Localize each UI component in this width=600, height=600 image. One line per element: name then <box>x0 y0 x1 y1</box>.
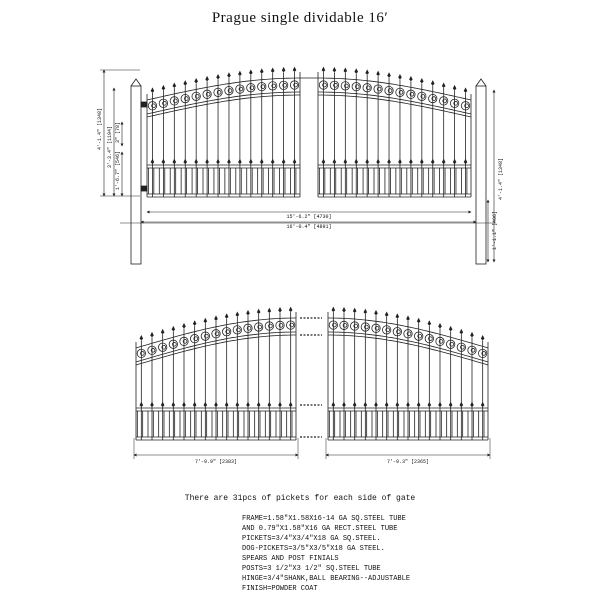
spear-finial-icon <box>470 332 474 337</box>
spear-finial-icon <box>214 315 218 320</box>
spear-finial-icon <box>332 402 336 407</box>
spear-finial-icon <box>246 402 250 407</box>
spear-finial-icon <box>449 402 453 407</box>
spear-finial-icon <box>238 159 242 164</box>
spear-finial-icon <box>161 402 165 407</box>
spear-finial-icon <box>354 159 358 164</box>
dim-left-panel: 7'-9.9" [2383] <box>194 459 238 465</box>
spear-finial-icon <box>385 311 389 316</box>
spec-line: POSTS=3 1/2"X3 1/2" SQ.STEEL TUBE <box>242 565 381 573</box>
spear-finial-icon <box>238 71 242 76</box>
spear-finial-icon <box>354 68 358 73</box>
spear-finial-icon <box>268 402 272 407</box>
spear-finial-icon <box>246 310 250 315</box>
spear-finial-icon <box>406 402 410 407</box>
spear-finial-icon <box>205 76 209 81</box>
spear-finial-icon <box>162 159 166 164</box>
spear-finial-icon <box>333 159 337 164</box>
spear-finial-icon <box>396 402 400 407</box>
spear-finial-icon <box>282 67 286 72</box>
spear-finial-icon <box>260 159 264 164</box>
spear-finial-icon <box>481 335 485 340</box>
spear-finial-icon <box>398 159 402 164</box>
spear-finial-icon <box>194 159 198 164</box>
spear-finial-icon <box>193 402 197 407</box>
spear-finial-icon <box>365 69 369 74</box>
spear-finial-icon <box>353 308 357 313</box>
spear-finial-icon <box>150 402 154 407</box>
spear-finial-icon <box>257 309 261 314</box>
spear-finial-icon <box>428 320 432 325</box>
spear-finial-icon <box>193 320 197 325</box>
spear-finial-icon <box>173 159 177 164</box>
spear-finial-icon <box>387 159 391 164</box>
spear-finial-icon <box>431 159 435 164</box>
spear-finial-icon <box>344 159 348 164</box>
spear-finial-icon <box>438 323 442 328</box>
spear-finial-icon <box>396 313 400 318</box>
spear-finial-icon <box>481 402 485 407</box>
spear-finial-icon <box>342 402 346 407</box>
spear-finial-icon <box>322 159 326 164</box>
spear-finial-icon <box>271 159 275 164</box>
spear-finial-icon <box>464 87 468 92</box>
spear-finial-icon <box>406 315 410 320</box>
spear-finial-icon <box>183 80 187 85</box>
spear-finial-icon <box>420 159 424 164</box>
diagram-title: Prague single dividable 16′ <box>211 10 389 26</box>
spec-line: FINISH=POWDER COAT <box>242 585 318 593</box>
spear-finial-icon <box>278 307 282 312</box>
spear-finial-icon <box>364 309 368 314</box>
spear-finial-icon <box>353 402 357 407</box>
dim-post-height: 4'-1.4" [1348] <box>498 157 504 200</box>
spear-finial-icon <box>460 402 464 407</box>
spear-finial-icon <box>409 159 413 164</box>
spear-finial-icon <box>140 402 144 407</box>
dimensions-top <box>100 70 494 262</box>
spear-finial-icon <box>161 329 165 334</box>
spear-finial-icon <box>278 402 282 407</box>
spear-finial-icon <box>333 67 337 72</box>
spear-finial-icon <box>374 402 378 407</box>
spear-finial-icon <box>464 159 468 164</box>
spec-line: AND 0.79"X1.58"X16 GA RECT.STEEL TUBE <box>242 525 398 533</box>
latch-icon <box>300 318 322 437</box>
spear-finial-icon <box>271 67 275 72</box>
spear-finial-icon <box>194 78 198 83</box>
spear-finial-icon <box>289 402 293 407</box>
spear-finial-icon <box>453 85 457 90</box>
dim-height-lower: 1'-6.7" [546] <box>115 150 121 190</box>
spec-line: PICKETS=3/4"X3/4"X18 GA SQ.STEEL. <box>242 535 381 543</box>
spear-finial-icon <box>344 67 348 72</box>
full-gate-elevation <box>131 67 486 264</box>
spear-finial-icon <box>293 67 297 72</box>
split-gate-elevation <box>134 307 490 459</box>
spear-finial-icon <box>249 159 253 164</box>
dim-overall-height: 4'-1.4" [1348] <box>97 107 103 150</box>
spear-finial-icon <box>214 402 218 407</box>
spear-finial-icon <box>140 335 144 340</box>
spear-finial-icon <box>453 159 457 164</box>
spear-finial-icon <box>431 80 435 85</box>
spear-finial-icon <box>398 74 402 79</box>
spear-finial-icon <box>151 87 155 92</box>
spear-finial-icon <box>225 313 229 318</box>
left-post <box>131 86 141 264</box>
spear-finial-icon <box>173 83 177 88</box>
spear-finial-icon <box>289 307 293 312</box>
spear-finial-icon <box>225 402 229 407</box>
spear-finial-icon <box>182 402 186 407</box>
spear-finial-icon <box>227 72 231 77</box>
spec-list <box>242 514 410 594</box>
spear-finial-icon <box>282 159 286 164</box>
spear-finial-icon <box>442 159 446 164</box>
dim-height-mid: 3'-3.4" [1194] <box>107 125 113 168</box>
spear-finial-icon <box>322 67 326 72</box>
spear-finial-icon <box>376 71 380 76</box>
spear-finial-icon <box>438 402 442 407</box>
spear-finial-icon <box>442 83 446 88</box>
spear-finial-icon <box>268 308 272 313</box>
spear-finial-icon <box>428 402 432 407</box>
spear-finial-icon <box>260 68 264 73</box>
dim-overall-width: 16'-0.4" [4891] <box>286 224 332 230</box>
spear-finial-icon <box>470 402 474 407</box>
spear-finial-icon <box>216 74 220 79</box>
hinge-icon <box>141 102 147 191</box>
spec-line: FRAME=1.58"X1.58X16-14 GA SQ.STEEL TUBE <box>242 515 406 523</box>
spear-finial-icon <box>460 329 464 334</box>
spear-finial-icon <box>172 326 176 331</box>
spear-finial-icon <box>216 159 220 164</box>
spear-finial-icon <box>236 402 240 407</box>
spec-line: DOG-PICKETS=3/5"X3/5"X18 GA STEEL. <box>242 545 385 553</box>
spear-finial-icon <box>236 311 240 316</box>
dim-height-small: 3" [78] <box>115 121 121 143</box>
spear-finial-icon <box>364 402 368 407</box>
spear-finial-icon <box>227 159 231 164</box>
spear-finial-icon <box>420 78 424 83</box>
spear-finial-icon <box>385 402 389 407</box>
spear-finial-icon <box>293 159 297 164</box>
spear-finial-icon <box>257 402 261 407</box>
dim-inner-width: 15'-6.2" [4730] <box>286 214 332 220</box>
spear-finial-icon <box>172 402 176 407</box>
dim-right-panel: 7'-9.3" [2365] <box>386 459 430 465</box>
spear-finial-icon <box>205 159 209 164</box>
spear-finial-icon <box>417 318 421 323</box>
spec-line: SPEARS AND POST FINIALS <box>242 555 339 563</box>
spear-finial-icon <box>204 402 208 407</box>
spear-finial-icon <box>342 307 346 312</box>
picket-count-note: There are 31pcs of pickets for each side of gate <box>184 494 416 503</box>
spear-finial-icon <box>151 159 155 164</box>
spear-finial-icon <box>387 72 391 77</box>
spear-finial-icon <box>409 76 413 81</box>
spec-line: HINGE=3/4"SHANK,BALL BEARING--ADJUSTABLE <box>242 575 411 583</box>
spear-finial-icon <box>449 326 453 331</box>
spear-finial-icon <box>249 69 253 74</box>
spear-finial-icon <box>374 310 378 315</box>
spear-finial-icon <box>365 159 369 164</box>
dim-post-embed: 1'-1.1" [406] <box>492 210 498 250</box>
spear-finial-icon <box>332 307 336 312</box>
right-post <box>476 86 486 264</box>
spear-finial-icon <box>417 402 421 407</box>
spear-finial-icon <box>150 332 154 337</box>
spear-finial-icon <box>376 159 380 164</box>
spear-finial-icon <box>162 85 166 90</box>
spear-finial-icon <box>204 318 208 323</box>
spear-finial-icon <box>182 323 186 328</box>
spear-finial-icon <box>183 159 187 164</box>
